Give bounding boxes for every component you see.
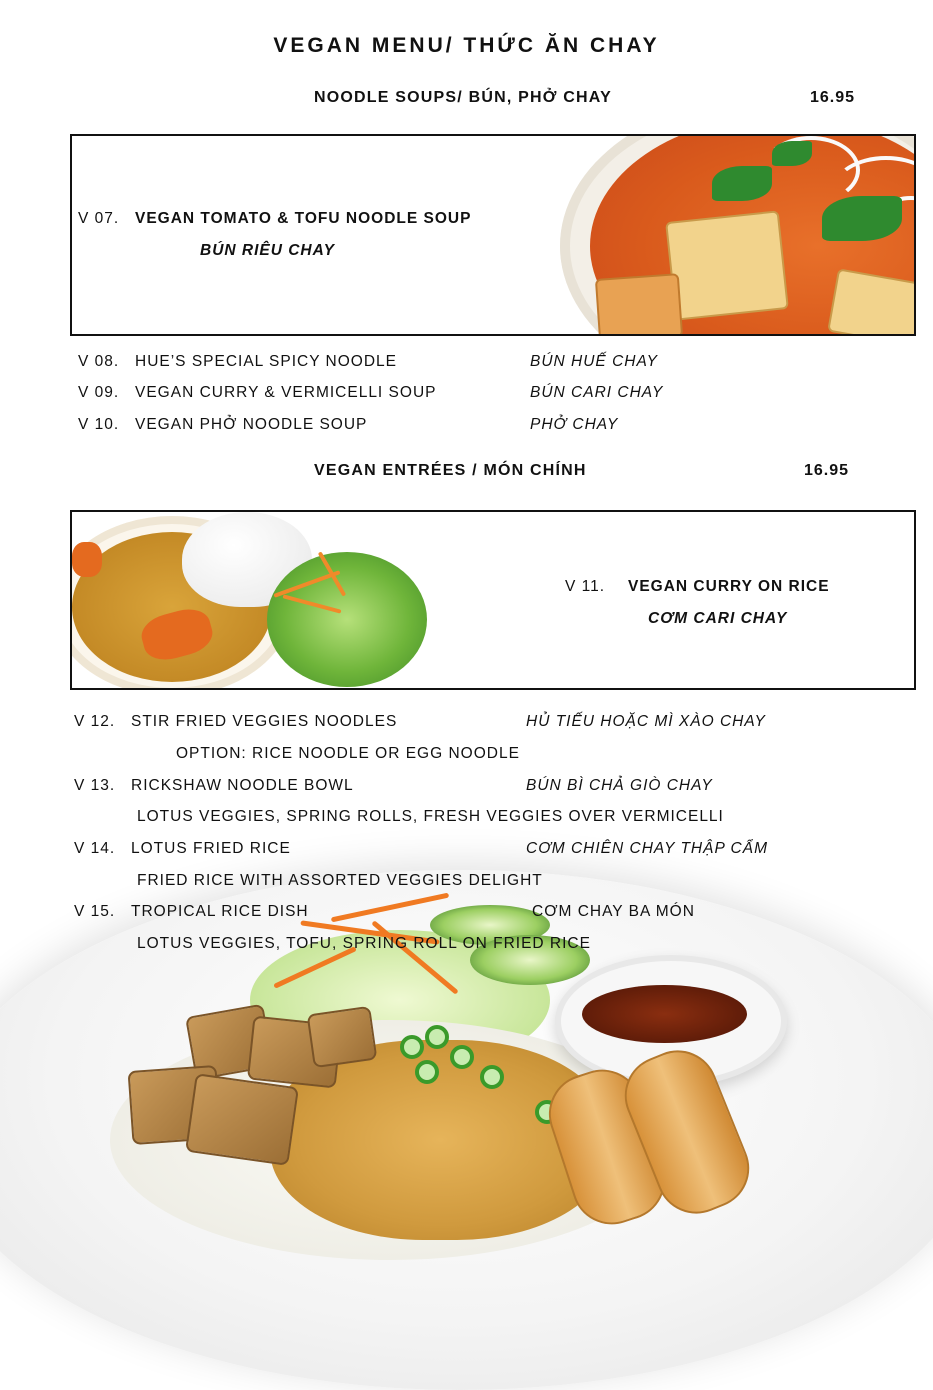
item-name-v10: VEGAN PHỞ NOODLE SOUP bbox=[135, 416, 368, 433]
item-name-v14: LOTUS FRIED RICE bbox=[131, 840, 291, 857]
item-code-v14: V 14. bbox=[74, 840, 116, 857]
item-name-v15: TROPICAL RICE DISH bbox=[131, 903, 309, 920]
page-title: VEGAN MENU/ THỨC ĂN CHAY bbox=[273, 34, 660, 57]
item-desc-v12: OPTION: RICE NOODLE OR EGG NOODLE bbox=[176, 745, 520, 762]
section-heading-entrees: VEGAN ENTRÉES / MÓN CHÍNH bbox=[314, 462, 587, 479]
item-code-v08: V 08. bbox=[78, 353, 120, 370]
featured-item-box-v11 bbox=[70, 510, 916, 690]
item-vn-name-v15: CƠM CHAY BA MÓN bbox=[532, 903, 695, 920]
item-code-v10: V 10. bbox=[78, 416, 120, 433]
item-desc-v13: LOTUS VEGGIES, SPRING ROLLS, FRESH VEGGIES OVER VERMICELLI bbox=[137, 808, 724, 825]
section-price-entrees: 16.95 bbox=[804, 462, 850, 479]
featured-item-box-v07 bbox=[70, 134, 916, 336]
item-vn-name-v14: CƠM CHIÊN CHAY THẬP CẨM bbox=[526, 840, 768, 857]
item-vn-name-v10: PHỞ CHAY bbox=[530, 416, 619, 433]
item-name-v08: HUE’S SPECIAL SPICY NOODLE bbox=[135, 353, 398, 370]
item-vn-name-v09: BÚN CARI CHAY bbox=[530, 384, 664, 401]
item-vn-name-v13: BÚN BÌ CHẢ GIÒ CHAY bbox=[526, 777, 713, 794]
item-code-v15: V 15. bbox=[74, 903, 116, 920]
item-vn-name-v12: HỦ TIẾU HOẶC MÌ XÀO CHAY bbox=[526, 713, 766, 730]
item-desc-v15: LOTUS VEGGIES, TOFU, SPRING ROLL ON FRIED RICE bbox=[137, 935, 591, 952]
item-code-v11: V 11. bbox=[565, 578, 606, 595]
item-code-v12: V 12. bbox=[74, 713, 116, 730]
item-vn-name-v07: BÚN RIÊU CHAY bbox=[200, 242, 335, 259]
item-code-v13: V 13. bbox=[74, 777, 116, 794]
section-price-noodle-soups: 16.95 bbox=[810, 89, 856, 106]
item-desc-v14: FRIED RICE WITH ASSORTED VEGGIES DELIGHT bbox=[137, 872, 543, 889]
item-code-v07: V 07. bbox=[78, 210, 120, 227]
item-name-v07: VEGAN TOMATO & TOFU NOODLE SOUP bbox=[135, 210, 472, 227]
item-name-v13: RICKSHAW NOODLE BOWL bbox=[131, 777, 354, 794]
item-vn-name-v11: CƠM CARI CHAY bbox=[648, 610, 788, 627]
item-name-v11: VEGAN CURRY ON RICE bbox=[628, 578, 830, 595]
item-vn-name-v08: BÚN HUẾ CHAY bbox=[530, 353, 658, 370]
item-name-v12: STIR FRIED VEGGIES NOODLES bbox=[131, 713, 398, 730]
item-name-v09: VEGAN CURRY & VERMICELLI SOUP bbox=[135, 384, 437, 401]
item-code-v09: V 09. bbox=[78, 384, 120, 401]
section-heading-noodle-soups: NOODLE SOUPS/ BÚN, PHỞ CHAY bbox=[314, 89, 612, 106]
